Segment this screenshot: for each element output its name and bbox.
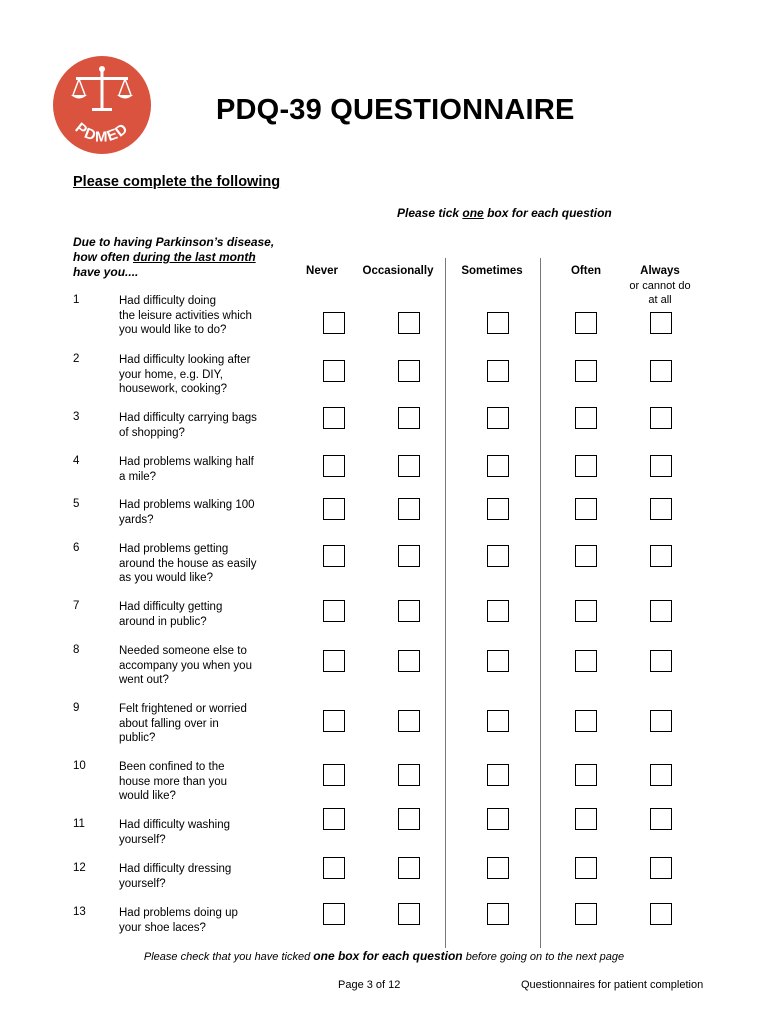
question-text bbox=[119, 702, 247, 746]
checkbox-q2-sometimes[interactable] bbox=[487, 360, 509, 382]
question-number: 9 bbox=[73, 702, 80, 714]
question-intro bbox=[73, 235, 274, 280]
question-text bbox=[119, 760, 227, 804]
checkbox-q8-often[interactable] bbox=[575, 650, 597, 672]
question-number: 13 bbox=[73, 906, 86, 918]
question-text-line: Felt frightened or worried bbox=[119, 703, 247, 715]
checkbox-q7-occasionally[interactable] bbox=[398, 600, 420, 622]
question-text-line: about falling over in bbox=[119, 717, 219, 730]
question-text-line: around the house as easily bbox=[119, 557, 257, 570]
question-text-line: Had difficulty dressing bbox=[119, 863, 232, 875]
question-text bbox=[119, 542, 256, 586]
column-header-never: Never bbox=[306, 265, 338, 277]
checkbox-q1-never[interactable] bbox=[323, 312, 345, 334]
tick-instruction bbox=[397, 206, 612, 220]
question-number: 6 bbox=[73, 542, 80, 554]
question-number: 12 bbox=[73, 862, 86, 874]
question-text-line: Been confined to the bbox=[119, 761, 225, 773]
question-number: 10 bbox=[73, 760, 86, 772]
instruction-emph: one bbox=[462, 206, 484, 220]
question-text-line: went out? bbox=[119, 674, 169, 686]
checkbox-q13-often[interactable] bbox=[575, 903, 597, 925]
checkbox-q10-never[interactable] bbox=[323, 764, 345, 786]
question-text-line: public? bbox=[119, 732, 156, 744]
checkbox-q13-sometimes[interactable] bbox=[487, 903, 509, 925]
column-header-occasionally: Occasionally bbox=[362, 265, 434, 277]
checkbox-q12-occasionally[interactable] bbox=[398, 857, 420, 879]
question-text bbox=[119, 644, 252, 688]
checkbox-q3-never[interactable] bbox=[323, 407, 345, 429]
question-text-line: yourself? bbox=[119, 877, 166, 890]
footer-note bbox=[0, 949, 768, 963]
question-text-line: the leisure activities which bbox=[119, 309, 252, 322]
question-text-line: Had problems getting bbox=[119, 543, 229, 555]
column-header-often: Often bbox=[570, 265, 602, 277]
pdmed-logo bbox=[52, 55, 152, 155]
checkbox-q11-always[interactable] bbox=[650, 808, 672, 830]
question-text-line: Had problems walking 100 bbox=[119, 499, 255, 511]
logo-text: PDMED bbox=[71, 119, 133, 146]
question-text bbox=[119, 906, 238, 935]
checkbox-q12-never[interactable] bbox=[323, 857, 345, 879]
checkbox-q4-sometimes[interactable] bbox=[487, 455, 509, 477]
question-number: 4 bbox=[73, 455, 80, 467]
checkbox-q4-often[interactable] bbox=[575, 455, 597, 477]
column-subheader-always bbox=[629, 279, 690, 307]
checkbox-q11-never[interactable] bbox=[323, 808, 345, 830]
intro-line-2 bbox=[73, 250, 274, 265]
checkbox-q8-sometimes[interactable] bbox=[487, 650, 509, 672]
page-title: PDQ-39 QUESTIONNAIRE bbox=[216, 94, 575, 126]
question-text-line: housework, cooking? bbox=[119, 383, 228, 395]
checkbox-q10-often[interactable] bbox=[575, 764, 597, 786]
question-text-line: yards? bbox=[119, 513, 154, 526]
question-number: 5 bbox=[73, 498, 80, 510]
question-text-line: Had problems walking half bbox=[119, 456, 254, 468]
question-text-line: accompany you when you bbox=[119, 659, 252, 672]
checkbox-q1-sometimes[interactable] bbox=[487, 312, 509, 334]
checkbox-q5-sometimes[interactable] bbox=[487, 498, 509, 520]
checkbox-q1-often[interactable] bbox=[575, 312, 597, 334]
question-number: 1 bbox=[73, 294, 80, 306]
checkbox-q9-sometimes[interactable] bbox=[487, 710, 509, 732]
checkbox-q5-never[interactable] bbox=[323, 498, 345, 520]
checkbox-q3-often[interactable] bbox=[575, 407, 597, 429]
question-text-line: your shoe laces? bbox=[119, 921, 206, 934]
checkbox-q10-always[interactable] bbox=[650, 764, 672, 786]
checkbox-q2-occasionally[interactable] bbox=[398, 360, 420, 382]
question-text-line: Had difficulty looking after bbox=[119, 354, 251, 366]
footer-caption: Questionnaires for patient completion bbox=[521, 979, 704, 991]
question-text-line: as you would like? bbox=[119, 572, 213, 584]
checkbox-q5-always[interactable] bbox=[650, 498, 672, 520]
question-text bbox=[119, 294, 252, 338]
footer-note-before: Please check that you have ticked bbox=[143, 951, 314, 963]
question-number: 11 bbox=[73, 818, 85, 830]
checkbox-q9-always[interactable] bbox=[650, 710, 672, 732]
checkbox-q6-never[interactable] bbox=[323, 545, 345, 567]
column-divider-right bbox=[540, 258, 541, 948]
checkbox-q6-sometimes[interactable] bbox=[487, 545, 509, 567]
instruction-after: box for each question bbox=[483, 206, 612, 220]
question-text-line: Had difficulty carrying bags bbox=[119, 412, 257, 424]
checkbox-q6-often[interactable] bbox=[575, 545, 597, 567]
question-number: 8 bbox=[73, 644, 80, 656]
checkbox-q7-often[interactable] bbox=[575, 600, 597, 622]
checkbox-q13-occasionally[interactable] bbox=[398, 903, 420, 925]
footer-note-after: before going on to the next page bbox=[462, 951, 625, 963]
question-text-line: yourself? bbox=[119, 833, 166, 846]
question-text-line: you would like to do? bbox=[119, 324, 227, 336]
question-text bbox=[119, 455, 254, 484]
checkbox-q3-sometimes[interactable] bbox=[487, 407, 509, 429]
intro-line-1: Due to having Parkinson’s disease, bbox=[73, 235, 275, 249]
question-text bbox=[119, 818, 230, 847]
always-sub-line-2: at all bbox=[648, 294, 672, 306]
checkbox-q9-often[interactable] bbox=[575, 710, 597, 732]
question-text bbox=[119, 498, 255, 527]
checkbox-q13-always[interactable] bbox=[650, 903, 672, 925]
checkbox-q12-sometimes[interactable] bbox=[487, 857, 509, 879]
checkbox-q9-never[interactable] bbox=[323, 710, 345, 732]
question-text-line: house more than you bbox=[119, 775, 228, 788]
checkbox-q1-occasionally[interactable] bbox=[398, 312, 420, 334]
checkbox-q7-never[interactable] bbox=[323, 600, 345, 622]
checkbox-q11-occasionally[interactable] bbox=[398, 808, 420, 830]
question-text-line: Had difficulty doing bbox=[119, 295, 216, 307]
checkbox-q7-sometimes[interactable] bbox=[487, 600, 509, 622]
intro-line-2-before: how often bbox=[73, 250, 133, 264]
checkbox-q8-always[interactable] bbox=[650, 650, 672, 672]
checkbox-q5-often[interactable] bbox=[575, 498, 597, 520]
section-heading: Please complete the following bbox=[73, 174, 281, 190]
checkbox-q6-occasionally[interactable] bbox=[398, 545, 420, 567]
question-text-line: would like? bbox=[119, 790, 176, 802]
question-text-line: Needed someone else to bbox=[119, 645, 247, 657]
question-text bbox=[119, 411, 257, 440]
intro-line-2-emph: during the last month bbox=[133, 250, 256, 264]
question-text-line: of shopping? bbox=[119, 426, 185, 439]
checkbox-q3-occasionally[interactable] bbox=[398, 407, 420, 429]
checkbox-q2-often[interactable] bbox=[575, 360, 597, 382]
intro-line-3: have you.... bbox=[73, 265, 139, 279]
question-text bbox=[119, 600, 222, 629]
checkbox-q12-always[interactable] bbox=[650, 857, 672, 879]
checkbox-q10-sometimes[interactable] bbox=[487, 764, 509, 786]
question-text-line: your home, e.g. DIY, bbox=[119, 368, 223, 381]
checkbox-q9-occasionally[interactable] bbox=[398, 710, 420, 732]
column-divider-left bbox=[445, 258, 446, 948]
checkbox-q4-never[interactable] bbox=[323, 455, 345, 477]
checkbox-q5-occasionally[interactable] bbox=[398, 498, 420, 520]
question-text bbox=[119, 353, 250, 397]
checkbox-q4-always[interactable] bbox=[650, 455, 672, 477]
checkbox-q2-never[interactable] bbox=[323, 360, 345, 382]
question-text-line: a mile? bbox=[119, 470, 157, 483]
question-text-line: Had difficulty washing bbox=[119, 819, 231, 831]
checkbox-q13-never[interactable] bbox=[323, 903, 345, 925]
checkbox-q8-never[interactable] bbox=[323, 650, 345, 672]
always-sub-line-1: or cannot do bbox=[629, 280, 691, 292]
question-text bbox=[119, 862, 231, 891]
footer-note-emph: one box for each question bbox=[313, 949, 463, 963]
checkbox-q1-always[interactable] bbox=[650, 312, 672, 334]
question-text-line: Had difficulty getting bbox=[119, 601, 223, 613]
checkbox-q8-occasionally[interactable] bbox=[398, 650, 420, 672]
checkbox-q10-occasionally[interactable] bbox=[398, 764, 420, 786]
checkbox-q12-often[interactable] bbox=[575, 857, 597, 879]
column-header-always: Always bbox=[640, 265, 680, 277]
checkbox-q6-always[interactable] bbox=[650, 545, 672, 567]
question-number: 3 bbox=[73, 411, 80, 423]
checkbox-q2-always[interactable] bbox=[650, 360, 672, 382]
page-number: Page 3 of 12 bbox=[338, 979, 401, 991]
checkbox-q11-often[interactable] bbox=[575, 808, 597, 830]
instruction-before: Please tick bbox=[397, 206, 463, 220]
checkbox-q4-occasionally[interactable] bbox=[398, 455, 420, 477]
column-header-sometimes: Sometimes bbox=[461, 265, 523, 277]
scales-icon bbox=[52, 55, 152, 155]
checkbox-q11-sometimes[interactable] bbox=[487, 808, 509, 830]
question-number: 2 bbox=[73, 353, 80, 365]
checkbox-q7-always[interactable] bbox=[650, 600, 672, 622]
question-text-line: around in public? bbox=[119, 615, 207, 628]
checkbox-q3-always[interactable] bbox=[650, 407, 672, 429]
question-number: 7 bbox=[73, 600, 80, 612]
question-text-line: Had problems doing up bbox=[119, 907, 238, 919]
